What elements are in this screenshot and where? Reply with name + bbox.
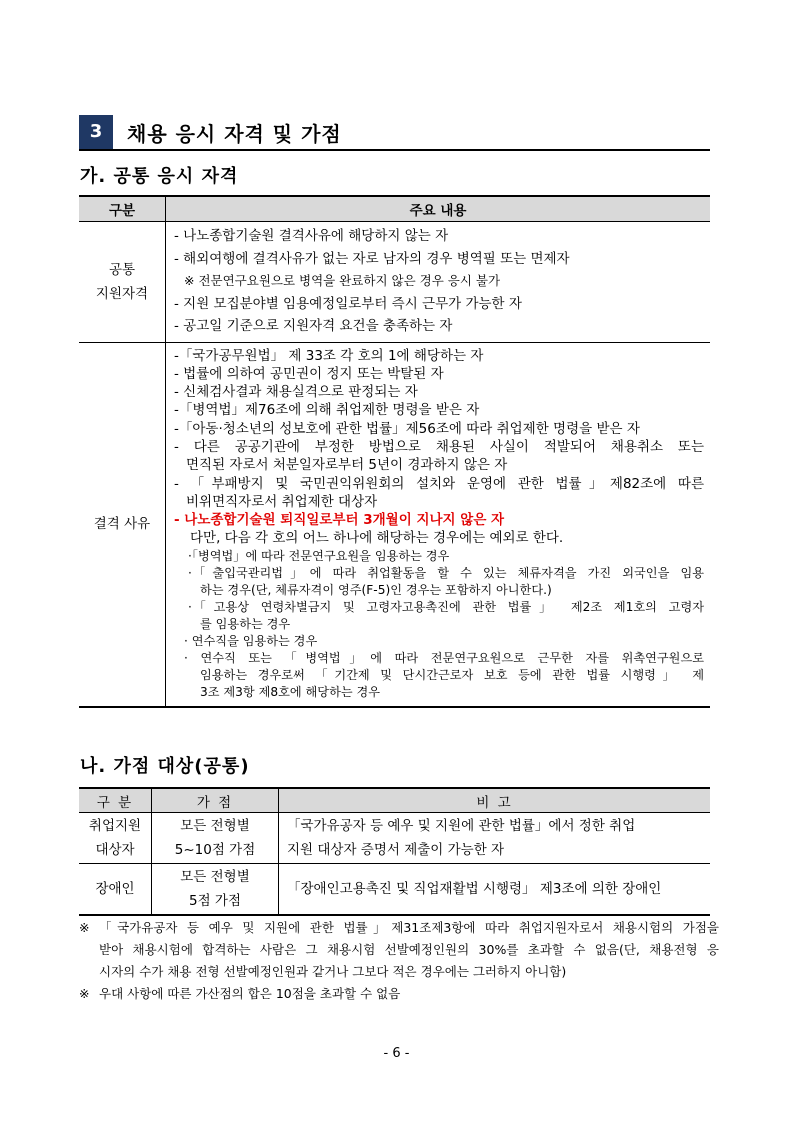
header-note: 비 고: [279, 788, 711, 813]
list-item: - 해외여행에 결격사유가 없는 자로 남자의 경우 병역필 또는 면제자: [174, 250, 570, 267]
note-cell: 「장애인고용촉진 및 직업재활법 시행령」 제3조에 의한 장애인: [279, 864, 711, 916]
exception-item: 하는 경우(단, 체류자격이 영주(F-5)인 경우는 포함하지 아니한다.): [200, 582, 552, 597]
table-row: [79, 342, 710, 707]
footnotes: [79, 917, 719, 1005]
list-item: -「아동·청소년의 성보호에 관한 법률」제56조에 따라 취업제한 명령을 받은 자: [174, 420, 640, 437]
footnote: ※ 「국가유공자 등 예우 및 지원에 관한 법률」제31조제3항에 따라 취업지원자로서 채용시험의 가점을 받아 채용시험에 합격하는 사람은 그 채용시험 선발예정인원의 30%를 초과할 수 없음(단, 채용전형 응 시자의 수가 채용 전형 선발예정인원과 같거나 그보다 적은 경우에는 그러하지 아니함): [79, 917, 719, 983]
exception-item: 를 임용하는 경우: [200, 616, 291, 631]
exception-item: ·「고용상 연령차별금지 및 고령자고용촉진에 관한 법률」 제2조 제1호의 고령자: [188, 599, 704, 614]
list-item: - 지원 모집분야별 임용예정일로부터 즉시 근무가 가능한 자: [174, 295, 522, 312]
type-cell: 장애인: [79, 864, 152, 916]
common-label: 공통 지원자격: [79, 222, 166, 343]
note-cell: 「국가유공자 등 예우 및 지원에 관한 법률」에서 정한 취업 지원 대상자 증명서 제출이 가능한 자: [279, 813, 711, 864]
type-cell: 취업지원 대상자: [79, 813, 152, 864]
qualification-table: [79, 195, 710, 708]
header-type: 구 분: [79, 788, 152, 813]
footnote: ※ 우대 사항에 따른 가산점의 합은 10점을 초과할 수 없음: [79, 983, 719, 1005]
table-header-row: [79, 788, 710, 813]
disqualification-content: [166, 342, 711, 707]
list-item: 비위면직자로서 취업제한 대상자: [186, 493, 378, 510]
part-a-title: 가. 공통 응시 자격: [80, 166, 239, 187]
exception-item: · 연수직을 임용하는 경우: [184, 633, 318, 648]
exception-item: · 연수직 또는 「병역법」에 따라 전문연구요원으로 근무한 자를 위촉연구원으로: [184, 650, 704, 665]
list-item: 면직된 자로서 처분일자로부터 5년이 경과하지 않은 자: [186, 457, 508, 474]
bonus-table: [79, 787, 710, 916]
common-content: [166, 222, 711, 343]
disqualification-label: 결격 사유: [79, 342, 166, 707]
exception-item: 임용하는 경우로써 「기간제 및 단시간근로자 보호 등에 관한 법률 시행령」 제: [200, 667, 704, 682]
list-item: - 공고일 기준으로 지원자격 요건을 충족하는 자: [174, 318, 453, 334]
page-number: - 6 -: [383, 1046, 410, 1061]
list-item: - 「부패방지 및 국민권익위원회의 설치와 운영에 관한 법률」제82조에 따른: [174, 475, 704, 492]
exception-item: 3조 제3항 제8호에 해당하는 경우: [200, 684, 381, 699]
table-row: [79, 864, 710, 916]
list-item: - 나노종합기술원 결격사유에 해당하지 않는 자: [174, 228, 449, 244]
table-row: [79, 813, 710, 864]
section-number: 3: [79, 115, 113, 149]
note-item: ※ 전문연구요원으로 병역을 완료하지 않은 경우 응시 불가: [184, 273, 501, 288]
header-points: 가 점: [152, 788, 279, 813]
points-cell: 모든 전형별 5~10점 가점: [152, 813, 279, 864]
exception-item: ·「출입국관리법」에 따라 취업활동을 할 수 있는 체류자격을 가진 외국인을 임용: [188, 565, 704, 580]
list-item: - 신체검사결과 채용실격으로 판정되는 자: [174, 384, 418, 401]
list-item: -「국가공무원법」 제 33조 각 호의 1에 해당하는 자: [174, 347, 484, 364]
table-row: [79, 222, 710, 343]
list-item: -「병역법」제76조에 의해 취업제한 명령을 받은 자: [174, 402, 480, 419]
highlight-item: - 나노종합기술원 퇴직일로부터 3개월이 지나지 않은 자: [174, 512, 505, 529]
list-item: - 다른 공공기관에 부정한 방법으로 채용된 사실이 적발되어 채용취소 또는: [174, 438, 704, 455]
list-item: - 법률에 의하여 공민권이 정지 또는 박탈된 자: [174, 365, 444, 382]
header-content: 주요 내용: [166, 196, 711, 222]
exception-item: ·「병역법」에 따라 전문연구요원을 임용하는 경우: [188, 548, 450, 563]
section-title: 채용 응시 자격 및 가점: [127, 122, 342, 146]
footnote-mark: ※: [79, 986, 90, 1001]
part-b-title: 나. 가점 대상(공통): [80, 756, 250, 777]
section-header: [79, 115, 710, 151]
list-item: 다만, 다음 각 호의 어느 하나에 해당하는 경우에는 예외로 한다.: [190, 530, 564, 547]
points-cell: 모든 전형별 5점 가점: [152, 864, 279, 916]
table-header-row: [79, 196, 710, 222]
header-category: 구분: [79, 196, 166, 222]
footnote-mark: ※: [79, 920, 90, 935]
